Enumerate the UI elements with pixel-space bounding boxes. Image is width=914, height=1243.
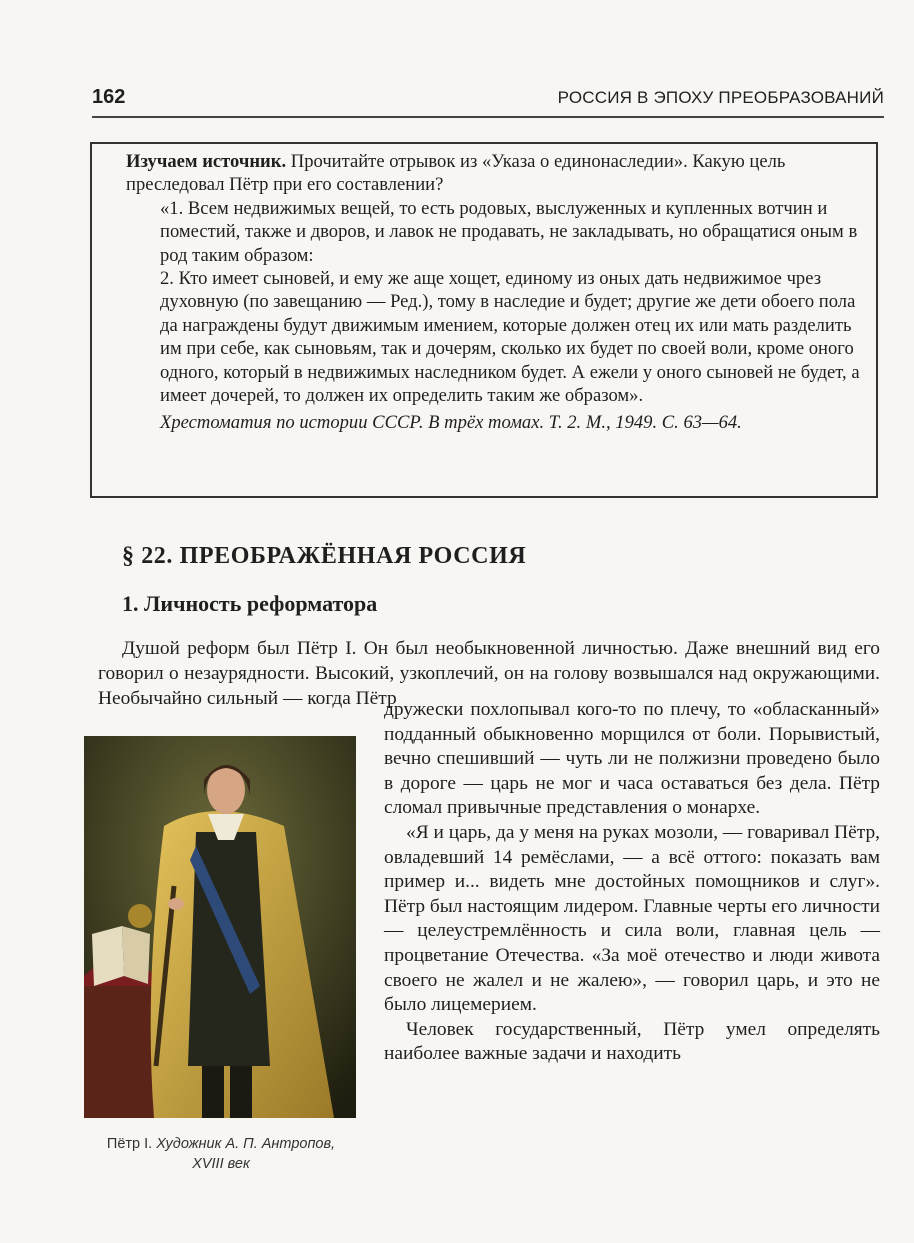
subsection-title: 1. Личность реформатора: [122, 591, 378, 616]
source-citation: Хрестоматия по истории СССР. В трёх томах. Т. 2. М., 1949. С. 63—64.: [160, 412, 742, 434]
source-quote: [126, 197, 862, 435]
portrait-painting: [84, 736, 356, 1118]
running-title: РОССИЯ В ЭПОХУ ПРЕОБРАЗОВАНИЙ: [557, 88, 884, 107]
quote-paragraph-1: «1. Всем недвижимых вещей, то есть родовых, выслуженных и купленных вотчин и поместий, также и дворов, и лавок не продавать, не закладывать, но обращатися оным в род таким образом:: [160, 197, 858, 266]
source-task-text: Прочитайте отрывок из «Указа о единонаследии». Какую цель преследовал Пётр при его составлении?: [126, 151, 786, 196]
page-number: 162: [92, 86, 126, 108]
caption-century: XVIII век: [192, 1156, 250, 1172]
column-paragraph-3: Человек государственный, Пётр умел определять наиболее важные задачи и находить: [384, 1018, 880, 1065]
intro-paragraph: Душой реформ был Пётр I. Он был необыкновенной личностью. Даже внешний вид его говорил о незаурядности. Высокий, узкоплечий, он на голову возвышался над окружающими. Необычайно сильный — когда Пётр: [98, 638, 880, 709]
section-title: § 22. ПРЕОБРАЖЁННАЯ РОССИЯ: [122, 543, 527, 569]
source-task: [126, 150, 862, 197]
source-label: Изучаем источник.: [126, 151, 287, 172]
page-header: [92, 82, 884, 118]
column-paragraph-2: «Я и царь, да у меня на руках мозоли, — говаривал Пётр, овладевший 14 ремёслами, — а всё оттого: показать вам пример и... видеть мне достойных помощников и слуг». Пётр был настоящим лидером. Главные черты его личности — целеустремлённость и сила воли, главная цель — процветание Отечества. «За моё отечество и люди живота своего не жалел и не жалею», — говорил царь, и это не было лицемерием.: [384, 821, 880, 1016]
figure-caption: [80, 1134, 362, 1174]
caption-author: Художник А. П. Антропов,: [152, 1136, 336, 1152]
caption-name: Пётр I.: [106, 1136, 153, 1152]
column-paragraph-1: дружески похлопывал кого-то по плечу, то «обласканный» подданный обыкновенно морщился от боли. Порывистый, вечно спешивший — чуть ли не полжизни проведено было в дороге — царь не мог и часа оставаться без дела. Пётр сломал привычные представления о монархе.: [384, 699, 880, 819]
quote-paragraph-2: 2. Кто имеет сыновей, и ему же аще хощет, единому из оных дать недвижимое чрез духовную (по завещанию — Ред.), тому в наследие и будет; другие же дети обоего пола да награждены будут движимым имением, которые должен отец их или мать разделить им при себе, как сыновьям, так и дочерям, сколько их будет по своей воли, кроме оного одного, который в недвижимых наследником будет. А ежели у оного сыновей не будет, а имеет дочерей, то должен их определить таким же образом».: [160, 268, 860, 407]
source-box: [90, 142, 878, 498]
portrait-image: [84, 736, 356, 1118]
text-column: [384, 698, 880, 1067]
